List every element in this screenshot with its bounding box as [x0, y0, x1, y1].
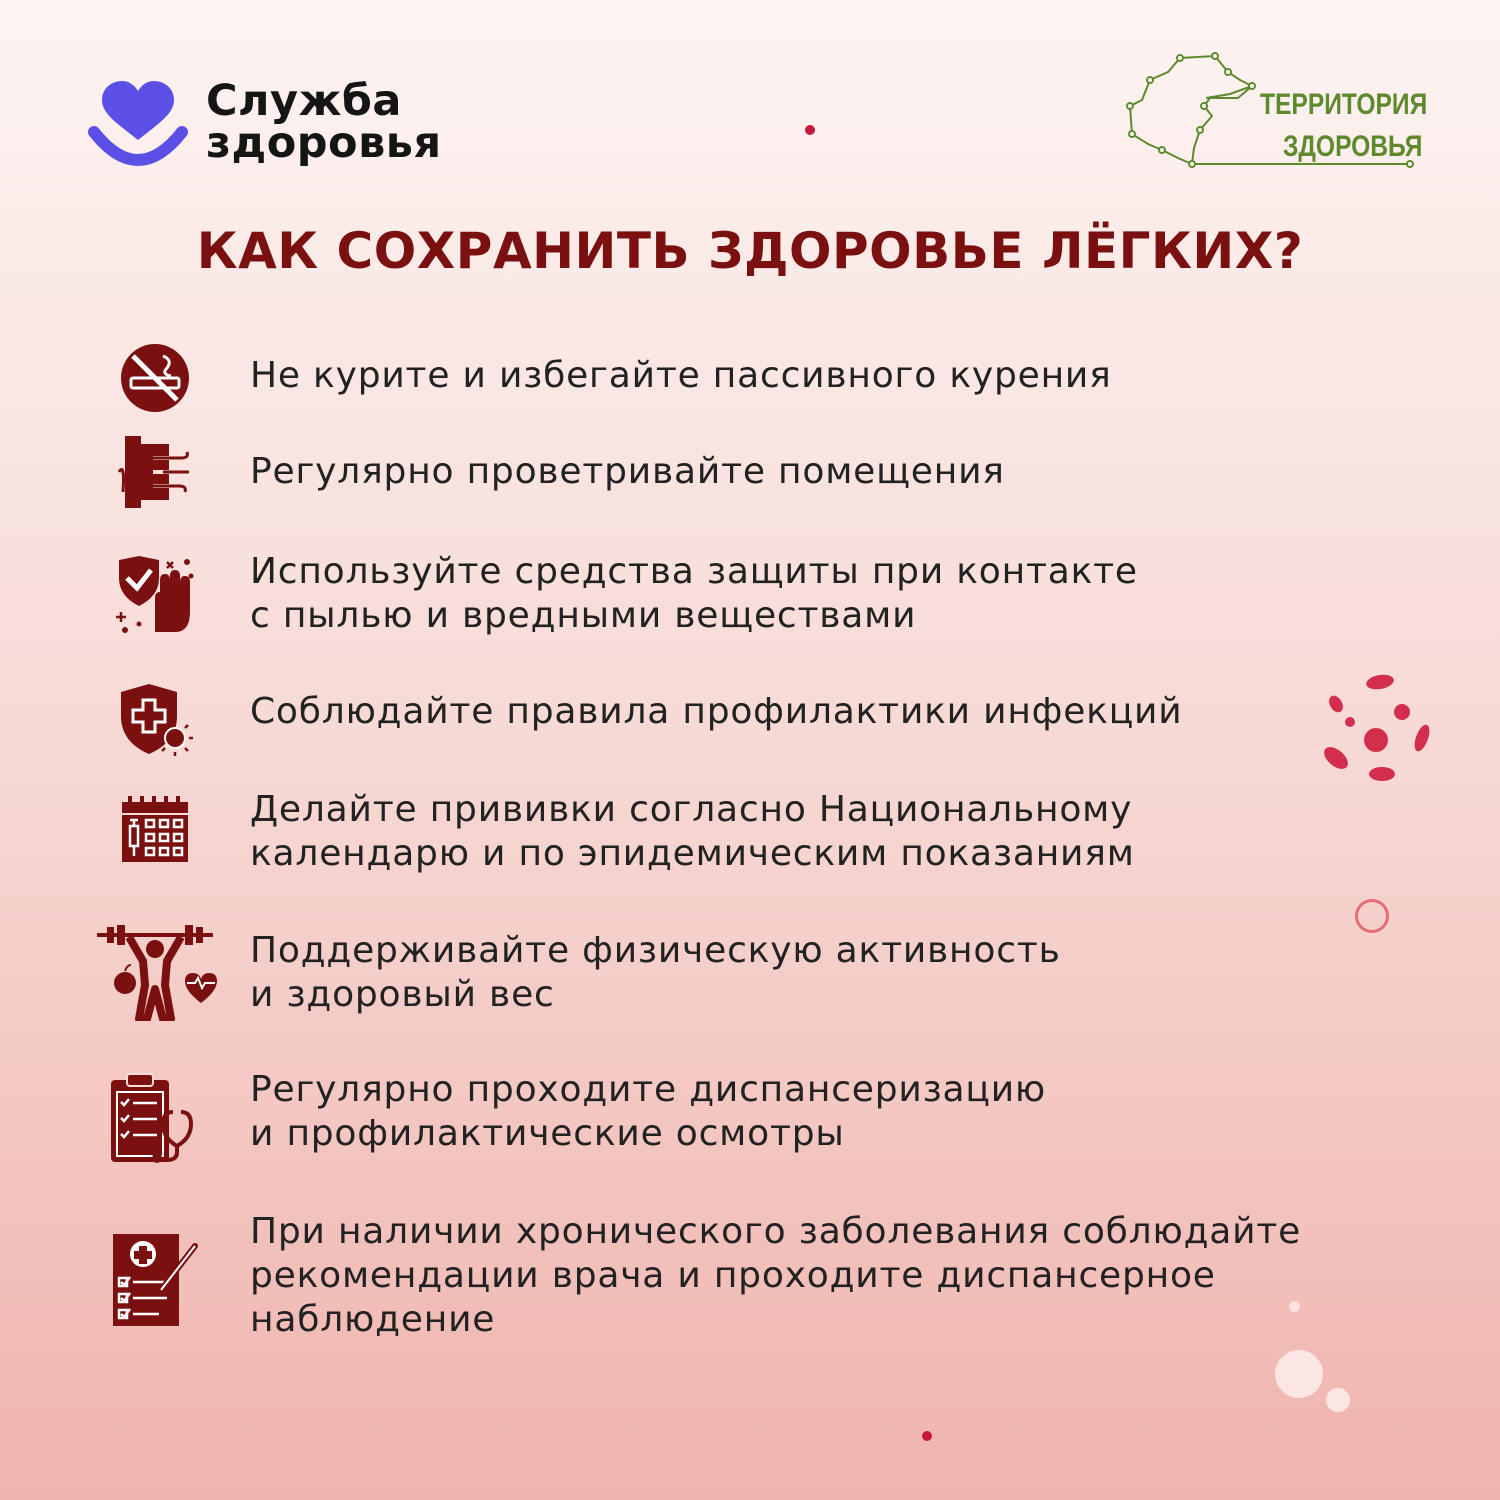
- no-smoking-icon: [90, 342, 220, 414]
- item-text: [250, 450, 1005, 494]
- ring-decoration: [1355, 899, 1389, 933]
- item-line: наблюдение: [250, 1299, 496, 1340]
- item-line: рекомендации врача и проходите диспансерное: [250, 1255, 1216, 1296]
- item-text: [250, 550, 1138, 638]
- item-line: с пылью и вредными веществами: [250, 595, 917, 636]
- list-item: [90, 680, 1410, 760]
- item-line: При наличии хронического заболевания соблюдайте: [250, 1211, 1302, 1252]
- item-line: Регулярно проветривайте помещения: [250, 451, 1005, 492]
- logo-line-1: ТЕРРИТОРИЯ: [1260, 88, 1428, 121]
- logo-line-2: ЗДОРОВЬЯ: [1283, 130, 1423, 163]
- fitness-icon: [90, 925, 220, 1021]
- item-line: Соблюдайте правила профилактики инфекций: [250, 691, 1183, 732]
- checkup-icon: [90, 1072, 220, 1164]
- ventilation-icon: [90, 432, 220, 512]
- item-line: Регулярно проходите диспансеризацию: [250, 1069, 1047, 1110]
- bubble-decoration: [1326, 1388, 1350, 1412]
- logo-line-1: Служба: [206, 76, 402, 126]
- logo-line-2: здоровья: [206, 118, 442, 168]
- heart-smile-icon: [88, 78, 188, 173]
- item-line: календарю и по эпидемическим показаниям: [250, 833, 1135, 874]
- list-item: [90, 925, 1410, 1025]
- item-text: [250, 354, 1112, 398]
- dot-decoration: [805, 125, 815, 135]
- item-text: [250, 690, 1182, 734]
- bubble-decoration: [1275, 1350, 1323, 1398]
- logo-text: [206, 76, 442, 168]
- item-text: [250, 1068, 1046, 1156]
- dot-decoration: [922, 1431, 932, 1441]
- list-item: [90, 788, 1410, 878]
- item-line: Не курите и избегайте пассивного курения: [250, 355, 1112, 396]
- item-text: [250, 929, 1061, 1017]
- item-line: и профилактические осмотры: [250, 1113, 845, 1154]
- item-text: [250, 788, 1135, 876]
- list-item: [90, 550, 1410, 640]
- vaccine-calendar-icon: [90, 794, 220, 864]
- list-item: [90, 1210, 1410, 1350]
- medical-record-icon: [90, 1232, 220, 1328]
- item-line: и здоровый вес: [250, 974, 555, 1015]
- list-item: [90, 432, 1410, 517]
- sluzhba-zdorovya-logo: [88, 78, 468, 178]
- item-text: [250, 1210, 1301, 1342]
- protection-icon: [90, 554, 220, 634]
- item-line: Делайте прививки согласно Национальному: [250, 789, 1133, 830]
- item-line: Поддерживайте физическую активность: [250, 930, 1061, 971]
- list-item: [90, 1068, 1410, 1168]
- page-title: КАК СОХРАНИТЬ ЗДОРОВЬЕ ЛЁГКИХ?: [196, 222, 1304, 280]
- infection-shield-icon: [90, 682, 220, 758]
- item-line: Используйте средства защиты при контакте: [250, 551, 1138, 592]
- territoriya-zdorovya-logo: [1120, 50, 1428, 180]
- list-item: [90, 340, 1410, 420]
- bacteria-decoration: [1310, 668, 1440, 788]
- bubble-decoration: [1289, 1301, 1300, 1312]
